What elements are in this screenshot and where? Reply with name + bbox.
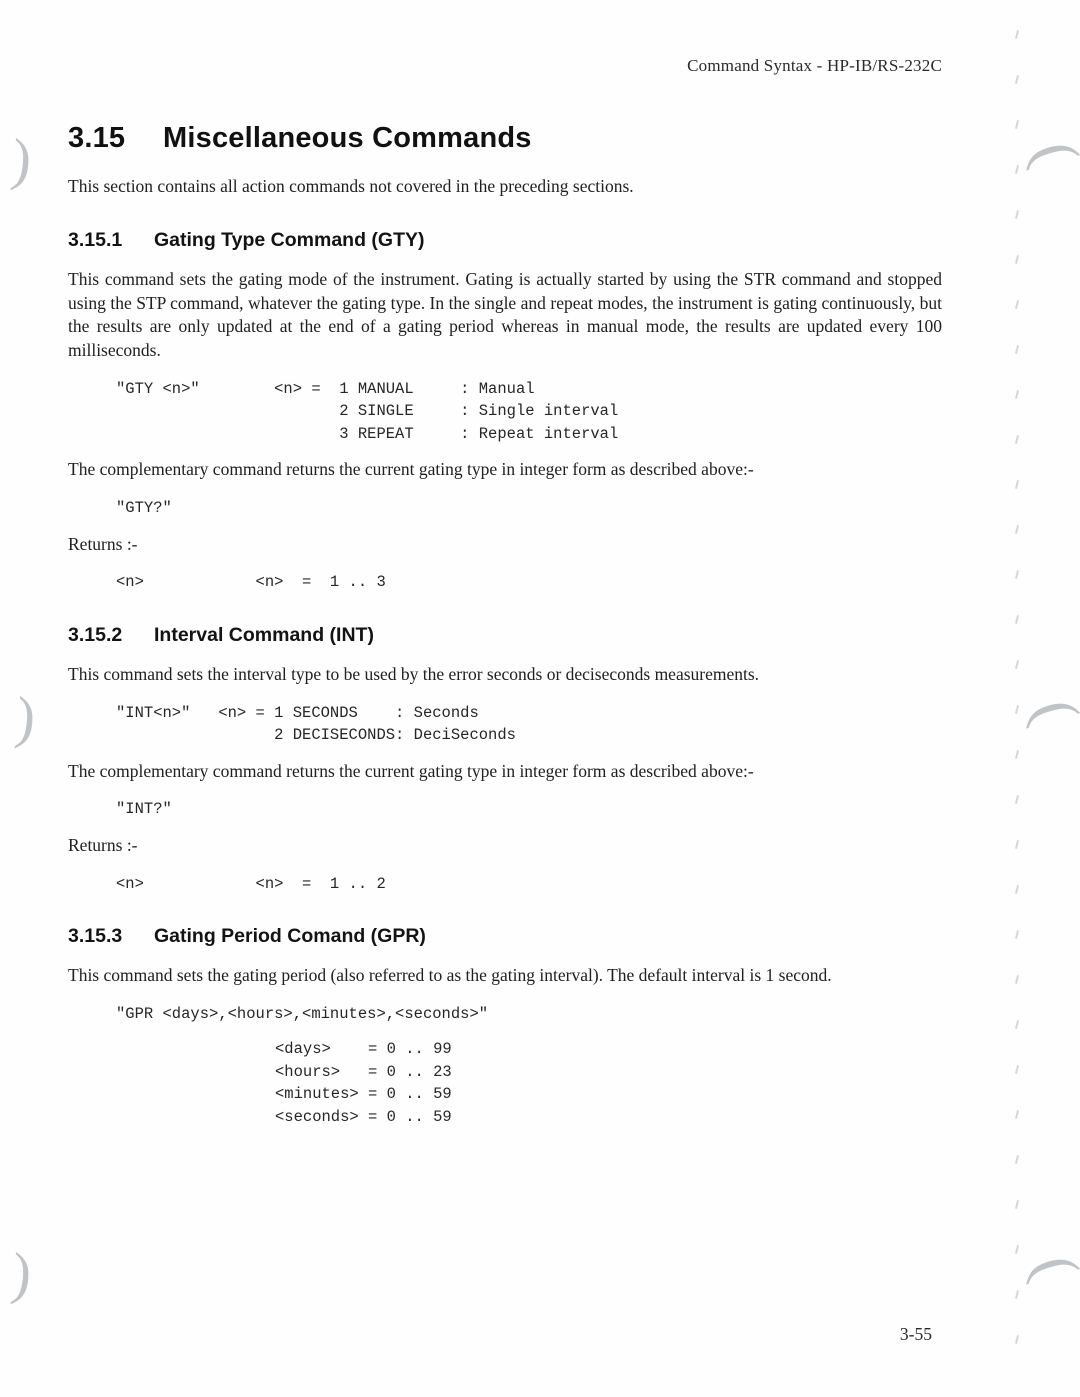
- subsection-heading-int: [68, 624, 942, 647]
- subsection-heading-gpr: [68, 925, 942, 948]
- subsection-title: Gating Period Comand (GPR): [154, 925, 426, 948]
- body-paragraph: This command sets the gating mode of the instrument. Gating is actually started by using the STR command and stopped using the STP command, whatever the gating type. In the single and repeat modes, the instrument is gating continuously, but the results are only updated at the end of a gating period whereas in manual mode, the results are updated every 100 milliseconds.: [68, 268, 942, 361]
- scan-edge-marks: [1012, 0, 1018, 1397]
- code-line: "INT<n>" <n> = 1 SECONDS : Seconds: [116, 703, 479, 722]
- section-number: 3.15: [68, 122, 126, 154]
- subsection-title: Gating Type Command (GTY): [154, 228, 425, 251]
- intro-paragraph: This section contains all action commands not covered in the preceding sections.: [68, 176, 634, 196]
- subsection-number: 3.15.1: [68, 228, 123, 251]
- subsection-number: 3.15.3: [68, 925, 123, 948]
- body-paragraph: This command sets the gating period (also referred to as the gating interval). The default interval is 1 second.: [68, 965, 832, 986]
- gty-query-block: [116, 497, 942, 519]
- body-paragraph: The complementary command returns the current gating type in integer form as described above:-: [68, 760, 754, 781]
- code-line: "GTY?": [116, 499, 172, 518]
- int-query-block: [116, 798, 942, 820]
- subsection-title: Interval Command (INT): [154, 623, 374, 646]
- section-heading: [68, 122, 942, 155]
- code-line: <seconds> = 0 .. 59: [275, 1107, 452, 1126]
- code-line: 2 SINGLE : Single interval: [116, 402, 619, 421]
- gty-returns-block: [116, 571, 942, 593]
- int-syntax-block: [116, 702, 942, 747]
- code-line: 3 REPEAT : Repeat interval: [116, 424, 619, 443]
- body-paragraph: This command sets the interval type to be used by the error seconds or deciseconds measurements.: [68, 663, 760, 684]
- code-line: <n> <n> = 1 .. 3: [116, 573, 386, 592]
- code-line: 2 DECISECONDS: DeciSeconds: [116, 726, 516, 745]
- code-line: <n> <n> = 1 .. 2: [116, 874, 386, 893]
- subsection-heading-gty: [68, 229, 942, 252]
- code-line: "GPR <days>,<hours>,<minutes>,<seconds>": [116, 1004, 489, 1023]
- returns-label: Returns :-: [68, 533, 138, 554]
- code-line: <hours> = 0 .. 23: [275, 1062, 452, 1081]
- subsection-number: 3.15.2: [68, 623, 123, 646]
- section-title: Miscellaneous Commands: [163, 122, 532, 154]
- code-line: <minutes> = 0 .. 59: [275, 1085, 452, 1104]
- returns-label: Returns :-: [68, 834, 138, 855]
- gty-syntax-block: [116, 378, 942, 445]
- code-line: <days> = 0 .. 99: [275, 1040, 452, 1059]
- code-line: "GTY <n>" <n> = 1 MANUAL : Manual: [116, 379, 535, 398]
- running-header: Command Syntax - HP-IB/RS-232C: [687, 56, 942, 75]
- gpr-params-block: [275, 1038, 942, 1128]
- int-returns-block: [116, 873, 942, 895]
- gpr-syntax-block: [116, 1003, 942, 1025]
- page-number: 3-55: [899, 1324, 932, 1344]
- body-paragraph: The complementary command returns the current gating type in integer form as described above:-: [68, 459, 754, 480]
- code-line: "INT?": [116, 800, 172, 819]
